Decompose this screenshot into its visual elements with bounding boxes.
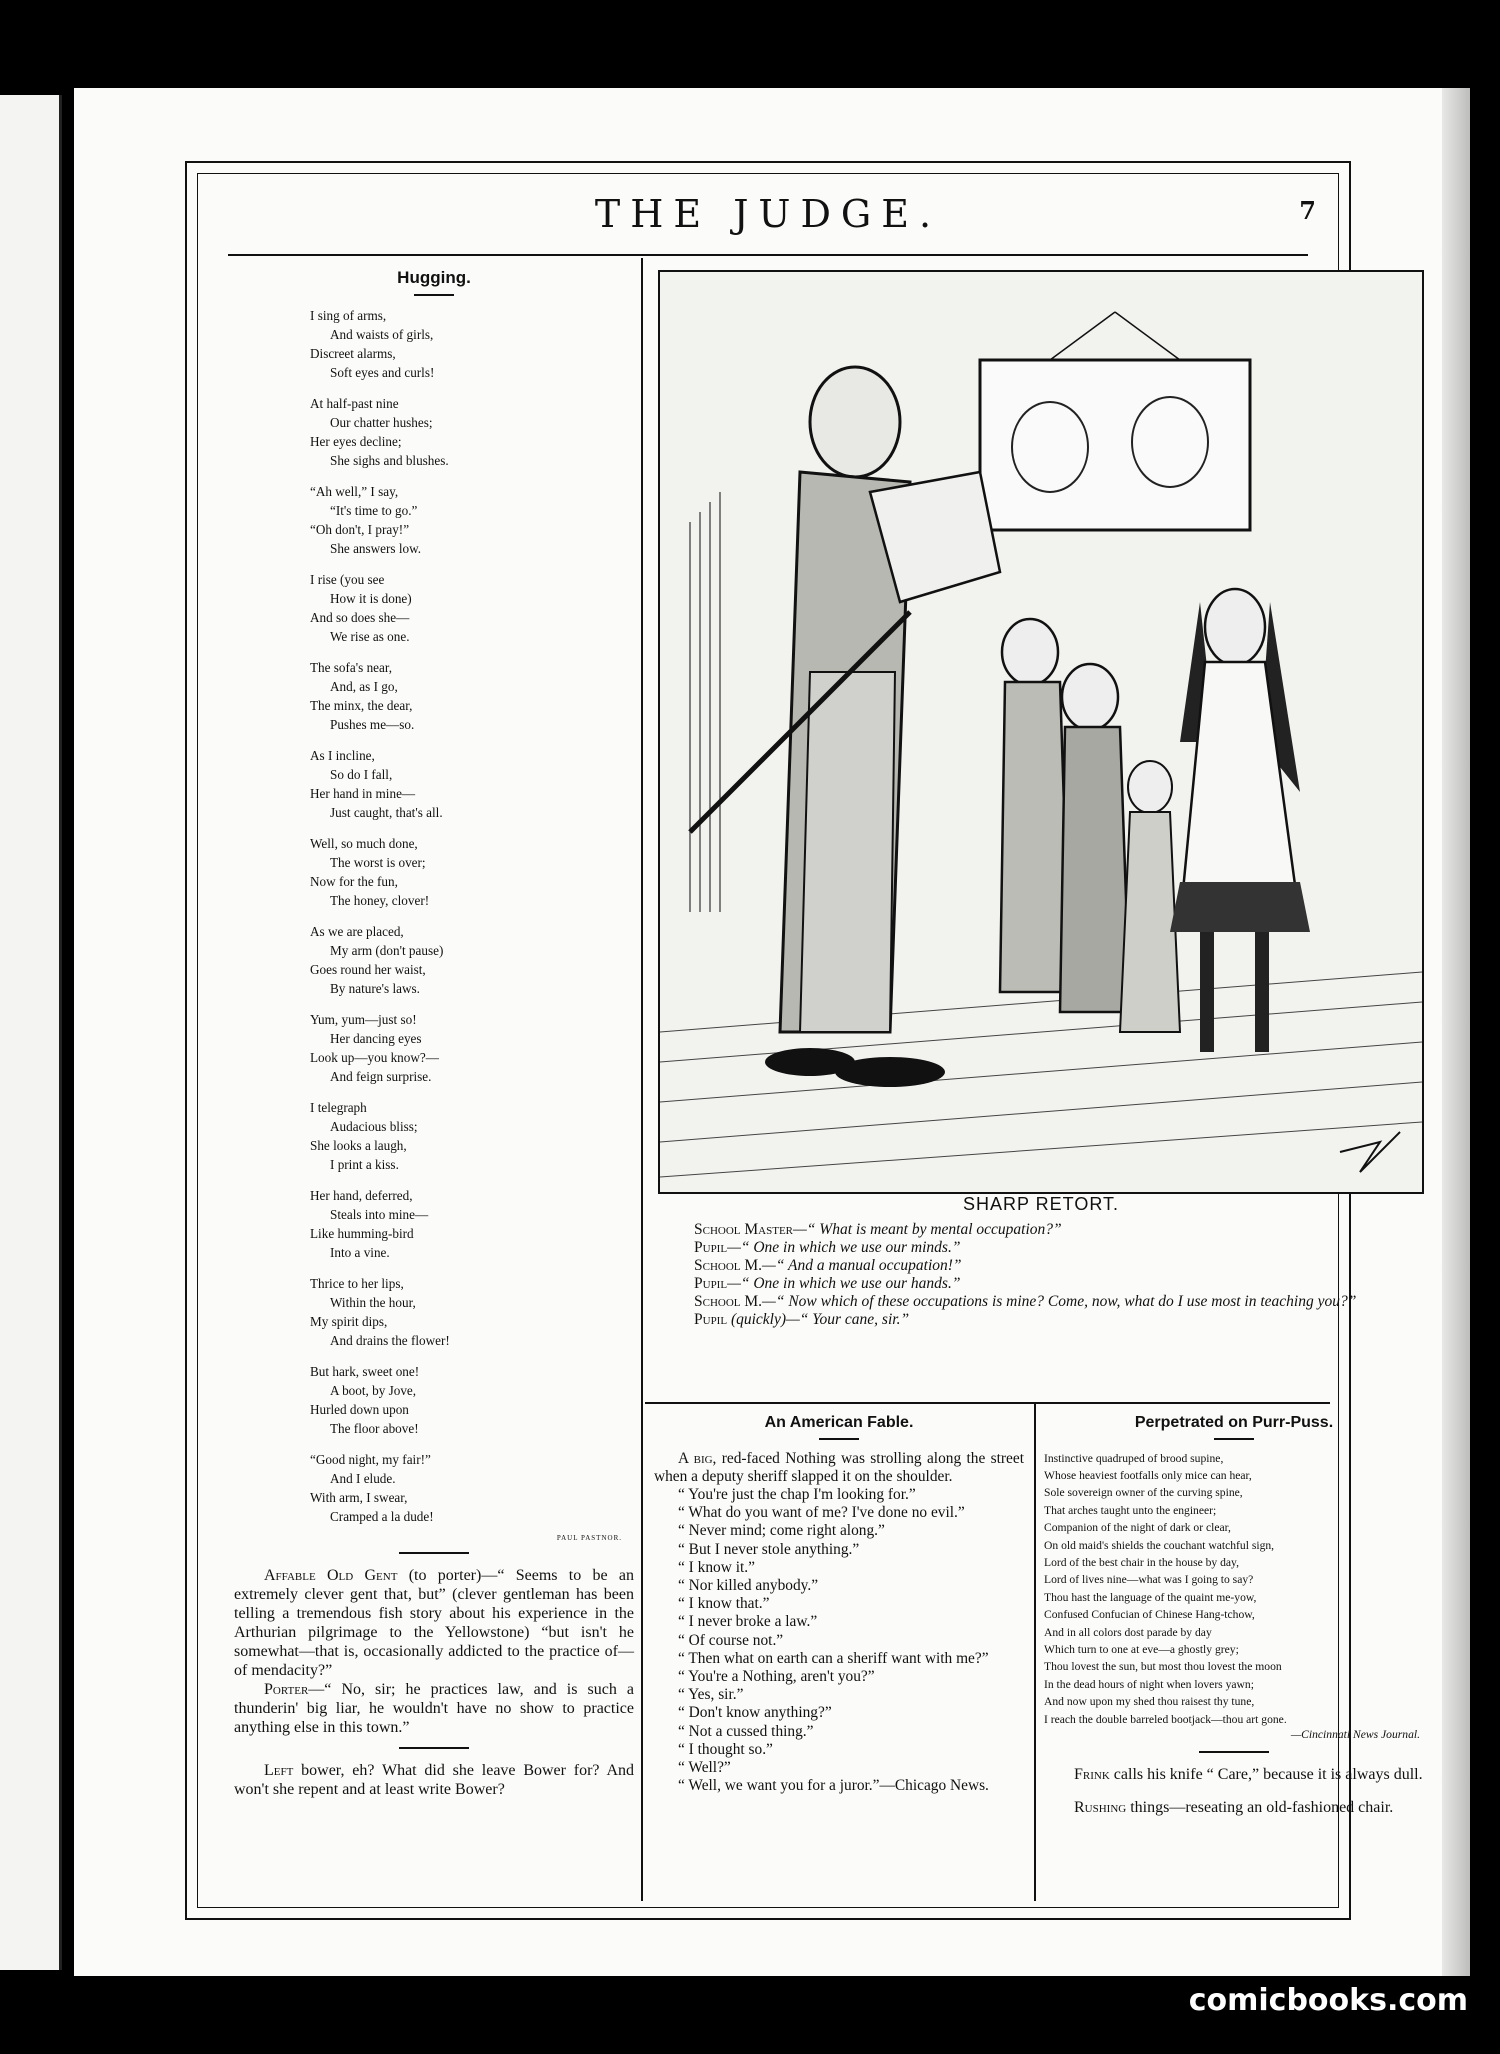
poem-line: “Good night, my fair!” [310, 1451, 431, 1467]
cartoon-drawing [660, 272, 1422, 1192]
poem-line: Her hand, deferred, [310, 1187, 413, 1203]
poem-line: I reach the double barreled bootjack—thou art gone. [1044, 1712, 1287, 1726]
poem-line: “Ah well,” I say, [310, 483, 399, 499]
speaker-name: Pupil [694, 1275, 728, 1292]
speaker-name: Affable Old Gent [264, 1566, 398, 1584]
fable-paragraph: “ What do you want of me? I've done no evil.” [678, 1504, 965, 1522]
frink-paragraph [1044, 1765, 1424, 1784]
fable-paragraph [654, 1450, 1024, 1486]
poem-stanza [310, 658, 634, 734]
fable-paragraph: “ Then what on earth can a sheriff want with me?” [678, 1649, 989, 1667]
poem-line: The minx, the dear, [310, 697, 413, 713]
poem-line: Like humming-bird [310, 1225, 414, 1241]
poem-line: And I elude. [330, 1470, 396, 1486]
poem-title: Hugging. [397, 268, 471, 287]
poem-stanza [310, 306, 634, 382]
poem-line: In the dead hours of night when lovers yawn; [1044, 1677, 1254, 1691]
poem-line: And now upon my shed thou raisest thy tune, [1044, 1695, 1255, 1709]
poem-line: By nature's laws. [330, 980, 420, 996]
paragraph-text: —“ No, sir; he practices law, and is such a thunderin' big liar, he wouldn't have no show to practice anything else in this town.” [234, 1680, 634, 1736]
poem-line: Just caught, that's all. [330, 804, 443, 820]
dialogue-line [656, 1239, 1426, 1257]
poem-line: Whose heaviest footfalls only mice can hear, [1044, 1468, 1252, 1482]
poem-line: The floor above! [330, 1420, 419, 1436]
purr-column [1044, 1414, 1424, 1817]
lead-word: Rushing [1074, 1799, 1127, 1816]
poem-line: Into a vine. [330, 1244, 390, 1260]
page-inner-border [197, 173, 1423, 1908]
speaker-name: School M. [694, 1257, 763, 1274]
page-border [185, 161, 1423, 1920]
site-watermark: comicbooks.com [1188, 1983, 1468, 2018]
fable-paragraph: “ Never mind; come right along.” [678, 1522, 885, 1540]
paragraph-text: red-faced Nothing was strolling along the street when a deputy sheriff slapped it on the shoulder. [654, 1449, 1024, 1485]
lower-column-divider [1034, 1404, 1036, 1901]
poem-line: How it is done) [330, 590, 412, 606]
poem-line: Which turn to one at eve—a ghostly grey; [1044, 1642, 1239, 1656]
girl-head [1205, 589, 1265, 665]
fable-paragraph: “ Of course not.” [678, 1631, 784, 1649]
dialogue-text: —“ One in which we use our hands.” [727, 1275, 961, 1292]
poem-line: Goes round her waist, [310, 961, 426, 977]
masthead-rule [228, 254, 1308, 256]
poem-line: Thrice to her lips, [310, 1275, 404, 1291]
fable-paragraph: “ But I never stole anything.” [678, 1540, 860, 1558]
rushing-paragraph [1044, 1798, 1424, 1817]
dialogue-line [656, 1311, 1426, 1329]
poem-line: My spirit dips, [310, 1313, 388, 1329]
column-divider [641, 258, 643, 1901]
poem-line: I print a kiss. [330, 1156, 399, 1172]
poem-body [234, 306, 634, 1526]
poem-line: She sighs and blushes. [330, 452, 449, 468]
fable-title: An American Fable. [764, 1414, 914, 1431]
dialogue-text: (quickly)—“ Your cane, sir.” [727, 1311, 910, 1328]
dialogue-text: —“ One in which we use our minds.” [727, 1239, 961, 1256]
poem-line: Thou lovest the sun, but most thou lovest the moon [1044, 1660, 1282, 1674]
poem-line: The honey, clover! [330, 892, 430, 908]
poem-line: The worst is over; [330, 854, 426, 870]
speaker-name: School M. [694, 1293, 763, 1310]
poem-stanza [310, 1274, 634, 1350]
poem-line: And in all colors dost parade by day [1044, 1625, 1212, 1639]
poem-stanza [310, 1186, 634, 1262]
fable-paragraph: “ Well?” [678, 1758, 731, 1776]
poem-line: Well, so much done, [310, 835, 418, 851]
lead-word: Frink [1074, 1766, 1110, 1783]
page-spine-shadow [1442, 88, 1470, 1976]
poem-line: My arm (don't pause) [330, 942, 444, 958]
poem-line: And waists of girls, [330, 326, 434, 342]
poem-stanza [310, 570, 634, 646]
fable-paragraph: “ You're just the chap I'm looking for.” [678, 1485, 916, 1503]
page-number: 7 [1299, 196, 1316, 225]
poem-line: Soft eyes and curls! [330, 364, 435, 380]
paragraph-text: things—reseating an old-fashioned chair. [1126, 1799, 1394, 1816]
poem-line: Audacious bliss; [330, 1118, 418, 1134]
poem-line: Cramped a la dude! [330, 1508, 434, 1524]
paragraph-text: calls his knife “ Care,” because it is always dull. [1109, 1766, 1423, 1783]
magazine-page [74, 88, 1470, 1976]
poem-stanza [310, 482, 634, 558]
fable-paragraph: “ I thought so.” [678, 1740, 773, 1758]
lead-word: A big, [678, 1449, 717, 1467]
fable-paragraph: “ Yes, sir.” [678, 1686, 744, 1704]
affable-paragraphs [234, 1566, 634, 1737]
poem-stanza [310, 1450, 634, 1526]
fable-paragraph: “ Don't know anything?” [678, 1704, 832, 1722]
cartoon-caption [656, 1194, 1426, 1329]
previous-page-edge [0, 95, 62, 1970]
dialogue-line [656, 1257, 1426, 1275]
poem-stanza [310, 1098, 634, 1174]
poem-signature: PAUL PASTNOR. [556, 1533, 622, 1542]
poem-stanza [310, 394, 634, 470]
poem-stanza [310, 746, 634, 822]
poem-line: I sing of arms, [310, 307, 387, 323]
poem-line: Within the hour, [330, 1294, 416, 1310]
fable-paragraph: “ Nor killed anybody.” [678, 1576, 819, 1594]
schoolmaster-head [810, 367, 900, 477]
poem-stanza [310, 1362, 634, 1438]
poem-line: Hurled down upon [310, 1401, 409, 1417]
left-bower-paragraph [234, 1761, 634, 1799]
poem-stanza [310, 1010, 634, 1086]
purr-title: Perpetrated on Purr-Puss. [1134, 1414, 1334, 1431]
speaker-name: Pupil [694, 1311, 728, 1328]
dialogue-line [656, 1221, 1426, 1239]
paragraph-text: (to porter)—“ Seems to be an extremely clever gent that, but” (clever gentleman has been telling a tremendous fish story about his experience in the Arthurian pilgrimage to the Yellowstone) “but isn't he somewhat—that is, occasionally addicted to the practice of—of mendacity?” [234, 1566, 634, 1679]
poem-line: Lord of lives nine—what was I going to say? [1044, 1573, 1254, 1587]
paragraph-text: bower, eh? What did she leave Bower for? And won't she repent and at least write Bower? [234, 1761, 634, 1798]
poem-line: And, as I go, [330, 678, 398, 694]
fable-paragraph: “ I know it.” [678, 1558, 755, 1576]
lead-word: Left [264, 1761, 294, 1779]
poem-line: At half-past nine [310, 395, 399, 411]
poem-line: I rise (you see [310, 571, 385, 587]
poem-line: Now for the fun, [310, 873, 398, 889]
cartoon-title: SHARP RETORT. [962, 1194, 1120, 1214]
poem-line: Companion of the night of dark or clear, [1044, 1521, 1231, 1535]
dialogue-line [656, 1275, 1426, 1293]
title-rule [414, 294, 454, 296]
poem-line: Her hand in mine— [310, 785, 416, 801]
poem-line: She answers low. [330, 540, 422, 556]
section-rule [399, 1747, 469, 1749]
dialogue-text: —“ And a manual occupation!” [762, 1257, 962, 1274]
fable-column [654, 1414, 1024, 1795]
poem-stanza [310, 834, 634, 910]
wall-chart [980, 360, 1250, 530]
poem-line: Her dancing eyes [330, 1030, 422, 1046]
poem-line: The sofa's near, [310, 659, 393, 675]
section-rule [1199, 1751, 1269, 1753]
left-column [234, 268, 634, 1799]
poem-line: Our chatter hushes; [330, 414, 433, 430]
poem-line: And so does she— [310, 609, 410, 625]
fable-paragraph: “ I know that.” [678, 1595, 770, 1613]
purr-poem [1044, 1450, 1424, 1729]
poem-line: And feign surprise. [330, 1068, 432, 1084]
poem-line: Yum, yum—just so! [310, 1011, 417, 1027]
poem-line: Discreet alarms, [310, 345, 396, 361]
poem-line: That arches taught unto the engineer; [1044, 1503, 1217, 1517]
masthead-title: THE JUDGE. [594, 192, 942, 236]
fable-paragraph: “ I never broke a law.” [678, 1613, 818, 1631]
poem-line: Thou hast the language of the quaint me-yow, [1044, 1590, 1257, 1604]
lower-section-rule [645, 1402, 1330, 1404]
poem-line: “It's time to go.” [330, 502, 418, 518]
fable-paragraph: “ Not a cussed thing.” [678, 1722, 814, 1740]
fable-body [654, 1450, 1024, 1796]
poem-line: She looks a laugh, [310, 1137, 407, 1153]
poem-line: Instinctive quadruped of brood supine, [1044, 1451, 1224, 1465]
section-rule [399, 1552, 469, 1554]
poem-line: And drains the flower! [330, 1332, 450, 1348]
fable-paragraph: “ You're a Nothing, aren't you?” [678, 1667, 875, 1685]
poem-line: Sole sovereign owner of the curving spine, [1044, 1486, 1243, 1500]
poem-line: Pushes me—so. [330, 716, 415, 732]
poem-line: With arm, I swear, [310, 1489, 408, 1505]
speaker-name: Porter [264, 1680, 309, 1698]
poem-line: Lord of the best chair in the house by day, [1044, 1555, 1239, 1569]
poem-line: So do I fall, [330, 766, 393, 782]
poem-line: On old maid's shields the couchant watchful sign, [1044, 1538, 1275, 1552]
cartoon-illustration [658, 270, 1424, 1194]
title-rule [1214, 1438, 1254, 1440]
poem-line: Steals into mine— [330, 1206, 429, 1222]
poem-line: But hark, sweet one! [310, 1363, 420, 1379]
poem-line: Her eyes decline; [310, 433, 402, 449]
purr-citation: —Cincinnati News Journal. [1290, 1728, 1420, 1741]
dialogue-line [656, 1293, 1426, 1311]
speaker-name: School Master [694, 1221, 794, 1238]
poem-line: We rise as one. [330, 628, 410, 644]
dialogue-text: —“ Now which of these occupations is mine? Come, now, what do I use most in teaching you?” [762, 1293, 1357, 1310]
cartoon-dialogue [656, 1221, 1426, 1329]
poem-line: As we are placed, [310, 923, 404, 939]
speaker-name: Pupil [694, 1239, 728, 1256]
poem-line: Look up—you know?— [310, 1049, 439, 1065]
poem-line: Confused Confucian of Chinese Hang-tchow, [1044, 1608, 1255, 1622]
poem-line: “Oh don't, I pray!” [310, 521, 410, 537]
poem-line: As I incline, [310, 747, 375, 763]
title-rule [819, 1438, 859, 1440]
dialogue-text: —“ What is meant by mental occupation?” [793, 1221, 1062, 1238]
fable-paragraph: “ Well, we want you for a juror.”—Chicago News. [678, 1777, 989, 1795]
poem-line: A boot, by Jove, [330, 1382, 417, 1398]
poem-stanza [310, 922, 634, 998]
poem-line: I telegraph [310, 1099, 367, 1115]
